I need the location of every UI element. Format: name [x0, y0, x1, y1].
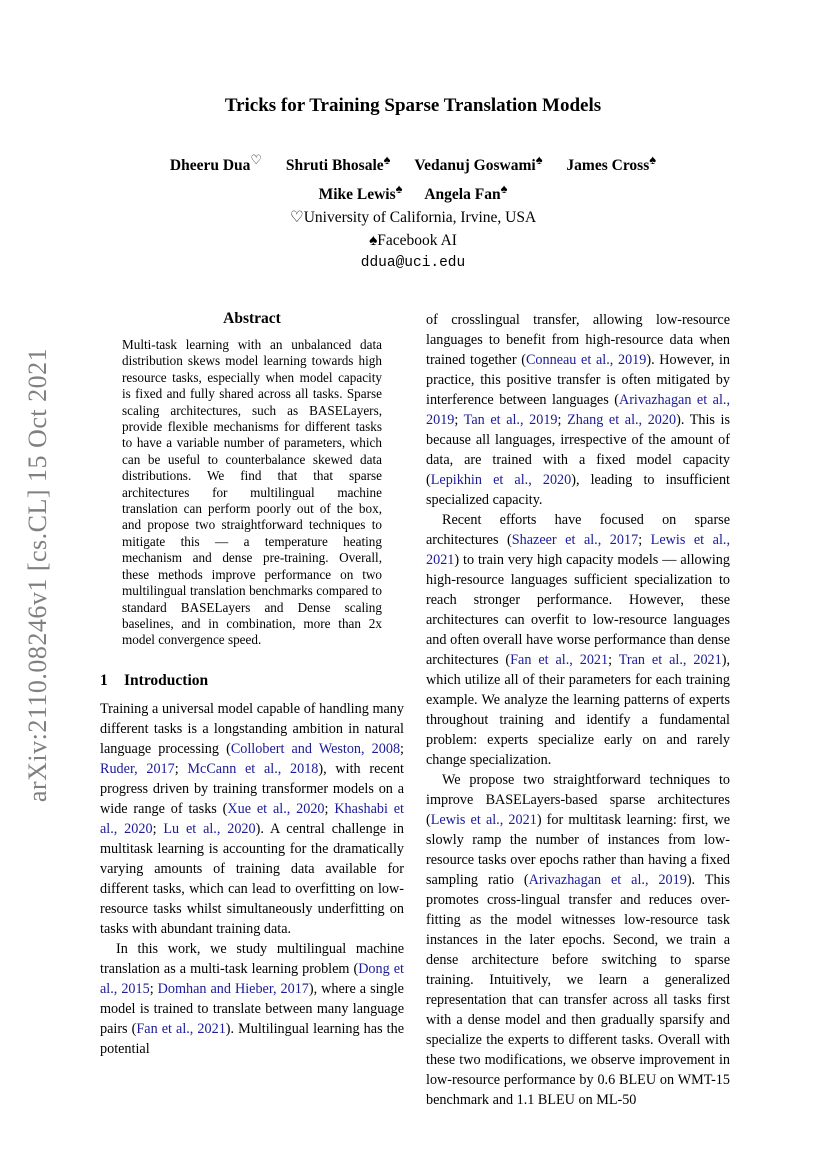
intro-paragraph-4: Recent efforts have focused on sparse architectures (Shazeer et al., 2017; Lewis et al., 2021) to train very high capacity models — allowing high-resource languages sufficient specialization to reach stronger performance. However, these architectures can overfit to low-resource languages and often overall have worse performance than dense architectures (Fan et al., 2021; Tran et al., 2021), which utilize all of their parameters for each training example. We analyze the learning patterns of experts throughout training and identify a fundamental problem: experts specialize early on and rarely change specialization.: [426, 512, 731, 768]
citation-link[interactable]: Xue et al., 2020: [227, 800, 325, 817]
arxiv-sidebar: [18, 330, 58, 820]
paper-title: Tricks for Training Sparse Translation Models: [224, 95, 602, 116]
right-column: [426, 310, 730, 1110]
author-block: [0, 148, 826, 275]
section-number: 1: [100, 671, 108, 689]
abstract-text: Multi-task learning with an unbalanced data distribution skews model learning towards high resource tasks, especially when model capacity is fixed and fully shared across all tasks. Sparse scaling architectures, such as BASELayers, provide flexible mechanisms for different tasks to have a variable number of parameters, which can be useful to counterbalance skewed data distributions. We find that that sparse architectures for multilingual machine translation can perform poorly out of the box, and propose two straightforward techniques to mitigate this — a temperature heating mechanism and dense pre-training. Overall, these methods improve performance on two multilingual translation benchmarks compared to standard BASELayers and Dense scaling baselines, and in combination, more than 2x model convergence speed.: [122, 337, 382, 648]
citation-link[interactable]: Tan et al., 2019: [463, 412, 558, 428]
author-bhosale: Shruti Bhosale♠: [285, 152, 391, 175]
citation-link[interactable]: Collobert and Weston, 2008: [230, 740, 401, 757]
citation-link[interactable]: Lu et al., 2020: [163, 820, 256, 837]
citation-link[interactable]: Zhang et al., 2020: [567, 412, 677, 428]
author-goswami: Vedanuj Goswami♠: [414, 152, 543, 175]
citation-link[interactable]: Khashabi et al., 2020: [100, 800, 404, 837]
citation-link[interactable]: Conneau et al., 2019: [525, 352, 647, 368]
citation-link[interactable]: Lewis et al., 2021: [426, 532, 730, 568]
citation-link[interactable]: Arivazhagan et al., 2019: [528, 872, 687, 888]
author-lewis: Mike Lewis♠: [318, 181, 403, 204]
author-cross: James Cross♠: [566, 152, 657, 175]
author-fan: Angela Fan♠: [424, 181, 508, 204]
author-dua: Dheeru Dua♡: [169, 152, 262, 175]
citation-link[interactable]: Lewis et al., 2021: [430, 812, 537, 828]
citation-link[interactable]: Lepikhin et al., 2020: [430, 472, 572, 488]
citation-link[interactable]: Domhan and Hieber, 2017: [157, 980, 309, 997]
citation-link[interactable]: Shazeer et al., 2017: [511, 532, 639, 548]
affiliation-uci: ♡University of California, Irvine, USA: [289, 209, 537, 227]
intro-paragraph-1: Training a universal model capable of handling many different tasks is a longstanding ambition in natural language processing (Collobert and Weston, 2008; Ruder, 2017; McCann et al., 2018), with recent progress driven by training transformer models on a wide range of tasks (Xue et al., 2020; Khashabi et al., 2020; Lu et al., 2020). A central challenge in multitask learning is accounting for the dramatically varying amounts of training data available for different tasks, which can lead to overfitting on low-resource tasks whilst simultaneously underfitting on tasks with abundant training data.: [100, 700, 404, 937]
author-row-2: [0, 177, 826, 206]
citation-link[interactable]: Ruder, 2017: [100, 760, 175, 777]
citation-link[interactable]: Fan et al., 2021: [136, 1020, 226, 1037]
email-link[interactable]: ddua@uci.edu: [360, 255, 466, 272]
section-title: Introduction: [124, 671, 209, 689]
citation-link[interactable]: Tran et al., 2021: [618, 652, 722, 668]
intro-paragraph-3: of crosslingual transfer, allowing low-resource languages to benefit from high-resource data when trained together (Conneau et al., 2019). However, in practice, this positive transfer is often mitigated by interference between languages (Arivazhagan et al., 2019; Tan et al., 2019; Zhang et al., 2020). This is because all languages, irrespective of the amount of data, are trained with a fixed model capacity (Lepikhin et al., 2020), leading to insufficient specialized capacity.: [426, 312, 731, 508]
citation-link[interactable]: Dong et al., 2015: [100, 960, 404, 997]
citation-link[interactable]: McCann et al., 2018: [187, 760, 319, 777]
arxiv-identifier: arXiv:2110.08246v1 [cs.CL] 15 Oct 2021: [23, 347, 52, 803]
intro-paragraph-5: We propose two straightforward techniques to improve BASELayers-based sparse architectures (Lewis et al., 2021) for multitask learning: first, we slowly ramp the number of instances from low-resource tasks over epochs rather than having a fixed sampling ratio (Arivazhagan et al., 2019). This promotes cross-lingual transfer and reduces over-fitting as the model witnesses low-resource task instances in the later epochs. Second, we train a dense architecture before switching to sparse training. Intuitively, we learn a generalized representation that can transfer across all tasks first with a dense model and then gradually sparsify and specialize the experts to different tasks. Overall with these two modifications, we observe improvement in low-resource performance by 0.6 BLEU on WMT-15 benchmark and 1.1 BLEU on ML-50: [426, 772, 730, 1108]
intro-paragraph-2: In this work, we study multilingual machine translation as a multi-task learning problem (Dong et al., 2015; Domhan and Hieber, 2017), where a single model is trained to translate between many language pairs (Fan et al., 2021). Multilingual learning has the potential: [100, 940, 404, 1057]
left-column: [100, 310, 404, 1059]
section-heading-introduction: [100, 672, 404, 690]
citation-link[interactable]: Fan et al., 2021: [510, 652, 609, 668]
abstract-heading: Abstract: [223, 310, 281, 327]
author-row-1: [0, 148, 826, 177]
affiliation-facebook: ♠Facebook AI: [369, 232, 457, 250]
citation-link[interactable]: Arivazhagan et al., 2019: [426, 392, 730, 428]
